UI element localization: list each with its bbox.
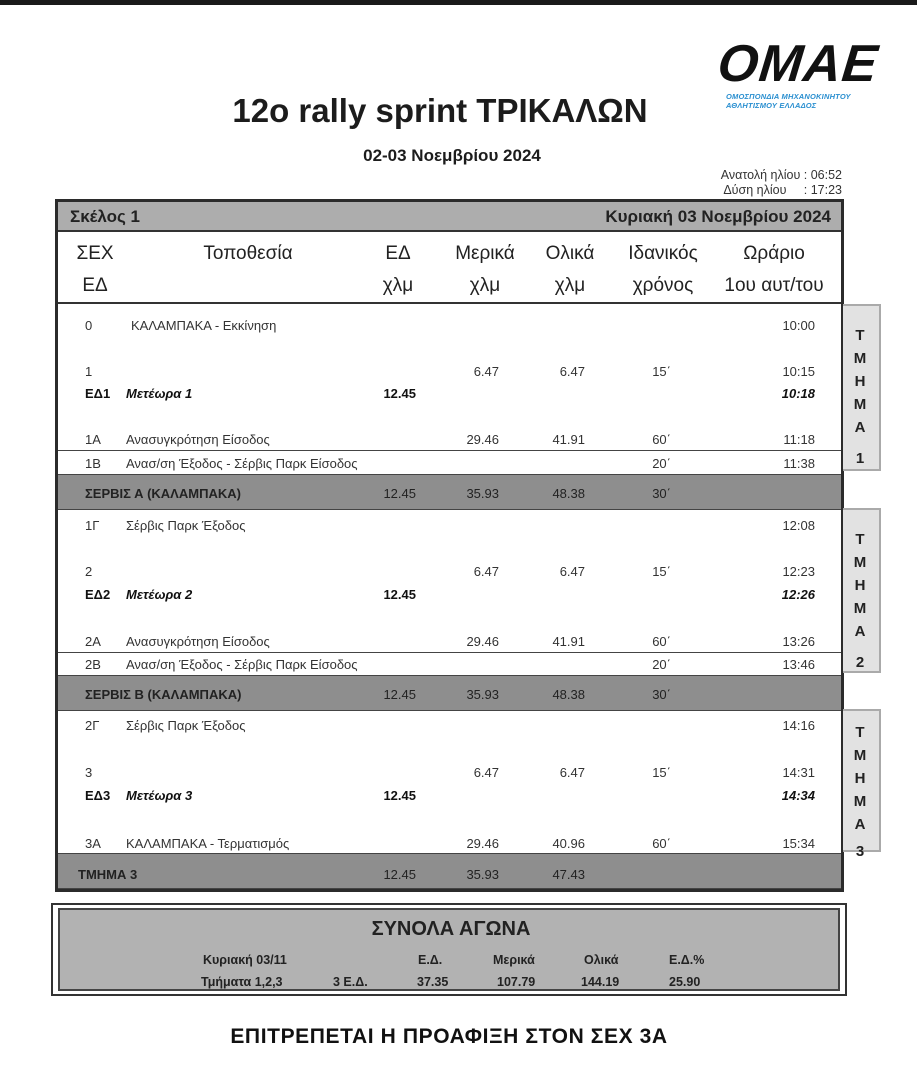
summary-ss-count: 3 Ε.Δ. [333, 975, 368, 989]
row-time: 14:34 [781, 788, 815, 803]
row-time: 10:15 [782, 364, 815, 379]
tab-char: Μ [853, 554, 867, 571]
header-tc [62, 238, 128, 302]
tab-char: Η [854, 373, 866, 390]
header-location-text: Τοποθεσία [203, 243, 293, 264]
row-ss-km: 12.45 [383, 587, 416, 602]
row-code: 3Α [85, 836, 101, 851]
service-a-row [58, 474, 841, 510]
row-total: 41.91 [552, 634, 585, 649]
row-time: 11:38 [783, 456, 815, 471]
summary-value-partial: 107.79 [497, 975, 536, 989]
service-total: 48.38 [552, 486, 585, 501]
row-ideal: 20΄ [652, 657, 671, 672]
header-ss-line2: χλμ [382, 275, 414, 296]
row-location: ΚΑΛΑΜΠΑΚΑ - Εκκίνηση [131, 318, 277, 333]
summary-header-total: Ολικά [584, 953, 619, 967]
header-tc-line1: ΣΕΧ [76, 243, 114, 264]
row-location: ΚΑΛΑΜΠΑΚΑ - Τερματισμός [126, 836, 290, 851]
tab-char: Α [854, 623, 866, 640]
summary-header-pct: Ε.Δ.% [669, 953, 705, 967]
row-total: 6.47 [559, 564, 585, 579]
row-time: 13:46 [782, 657, 815, 672]
itinerary-table [55, 199, 844, 892]
tab-number: 3 [855, 843, 865, 860]
row-partial: 6.47 [473, 564, 499, 579]
sunset: Δύση ηλίου : 17:23 [723, 183, 842, 197]
early-arrival-notice: ΕΠΙΤΡΕΠΕΤΑΙ Η ΠΡΟΑΦΙΞΗ ΣΤΟΝ ΣΕΧ 3Α [230, 1025, 668, 1048]
header-divider [58, 302, 841, 304]
header-partial-line1: Μερικά [455, 243, 515, 264]
tab-number: 2 [855, 654, 865, 671]
row-time: 14:31 [782, 765, 815, 780]
row-time: 10:00 [782, 318, 815, 333]
logo-subtitle-1: ΟΜΟΣΠΟΝΔΙΑ ΜΗΧΑΝΟΚΙΝΗΤΟΥ [726, 92, 851, 101]
service-ss: 12.45 [383, 486, 416, 501]
row-code: ΕΔ3 [85, 788, 111, 803]
tab-char: Η [854, 577, 866, 594]
event-dates: 02-03 Νοεμβρίου 2024 [363, 146, 541, 165]
row-total: 6.47 [559, 364, 585, 379]
summary-header-ss: Ε.Δ. [418, 953, 443, 967]
header-tc-line2: ΕΔ [82, 275, 108, 296]
header-partial-line2: χλμ [469, 275, 501, 296]
row-location: Ανασυγκρότηση Είσοδος [126, 634, 270, 649]
page-title: 12o rally sprint ΤΡΙΚΑΛΩΝ [232, 92, 648, 129]
summary-sections: Τμήματα 1,2,3 [201, 975, 283, 989]
tab-gap [843, 439, 877, 447]
row-partial: 29.46 [466, 634, 499, 649]
row-ideal: 60΄ [652, 836, 671, 851]
section-tab-3 [843, 709, 881, 860]
row-code: 2Γ [85, 718, 100, 733]
row-location: Ανασ/ση Έξοδος - Σέρβις Παρκ Είσοδος [126, 657, 358, 672]
tab-char: Μ [853, 350, 867, 367]
service-ideal: 30΄ [652, 687, 671, 702]
service-label: ΣΕΡΒΙΣ Α (ΚΑΛΑΜΠΑΚΑ) [85, 486, 241, 501]
row-location: Ανασυγκρότηση Είσοδος [126, 432, 270, 447]
service-b-row [58, 675, 841, 711]
row-location: Μετέωρα 1 [126, 386, 193, 401]
row-time: 11:18 [783, 432, 815, 447]
service-label: ΣΕΡΒΙΣ Β (ΚΑΛΑΜΠΑΚΑ) [85, 687, 242, 702]
row-location: Σέρβις Παρκ Έξοδος [126, 718, 246, 733]
row-time: 12:08 [782, 518, 815, 533]
row-divider [58, 652, 841, 653]
tab-number: 1 [855, 450, 865, 467]
service-partial: 35.93 [466, 867, 499, 882]
tab-char: Η [854, 770, 866, 787]
header-location [188, 238, 308, 270]
header-ideal-line1: Ιδανικός [628, 243, 698, 264]
row-code: 1 [85, 364, 93, 379]
stage-date: Κυριακή 03 Νοεμβρίου 2024 [605, 207, 831, 226]
summary-day: Κυριακή 03/11 [203, 953, 287, 967]
summary-value-ss: 37.35 [417, 975, 449, 989]
logo-text: OMAE [714, 35, 882, 93]
header-partial-km [440, 238, 530, 302]
row-code: ΕΔ2 [85, 587, 111, 602]
header-total-km [530, 238, 610, 302]
race-totals-box [51, 903, 847, 996]
row-partial: 29.46 [466, 836, 499, 851]
section-tab-2 [843, 508, 881, 673]
tab-char: Μ [853, 396, 867, 413]
service-ss: 12.45 [383, 687, 416, 702]
tab-char: Τ [855, 327, 865, 344]
header-schedule-line1: Ωράριο [743, 243, 805, 264]
header-ideal-line2: χρόνος [632, 275, 694, 296]
service-ss: 12.45 [383, 867, 416, 882]
header-ss-line1: ΕΔ [385, 243, 411, 264]
row-time: 13:26 [782, 634, 815, 649]
row-ss-km: 12.45 [383, 788, 416, 803]
section-tab-2-label [843, 528, 877, 674]
tab-gap [843, 643, 877, 651]
race-totals-inner [58, 908, 840, 991]
row-ideal: 20΄ [652, 456, 671, 471]
section-3-total-row [58, 853, 841, 889]
row-ideal: 60΄ [652, 634, 671, 649]
row-time: 12:23 [782, 564, 815, 579]
header-ss-km [368, 238, 428, 302]
sunrise: Ανατολή ηλίου : 06:52 [720, 168, 842, 182]
logo-subtitle-2: ΑΘΛΗΤΙΣΜΟΥ ΕΛΛΑΔΟΣ [726, 101, 817, 110]
row-code: 3 [85, 765, 93, 780]
tab-char: Τ [855, 724, 865, 741]
sun-times [690, 168, 842, 198]
service-ideal: 30΄ [652, 486, 671, 501]
row-location: Σέρβις Παρκ Έξοδος [126, 518, 246, 533]
row-total: 41.91 [552, 432, 585, 447]
section-tab-1-label [843, 324, 877, 470]
race-totals-title: ΣΥΝΟΛΑ ΑΓΩΝΑ [371, 918, 531, 940]
header-total-line2: χλμ [554, 275, 586, 296]
tab-char: Α [854, 419, 866, 436]
row-code: ΕΔ1 [85, 386, 111, 401]
row-code: 2Α [85, 634, 101, 649]
section-tab-3-label [843, 721, 877, 863]
summary-value-pct: 25.90 [669, 975, 701, 989]
header-schedule-line2: 1ου αυτ/του [724, 275, 824, 296]
row-location: Μετέωρα 2 [126, 587, 193, 602]
row-total: 6.47 [559, 765, 585, 780]
row-ideal: 15΄ [652, 564, 671, 579]
row-code: 1Γ [85, 518, 100, 533]
row-ideal: 15΄ [652, 364, 671, 379]
row-time: 10:18 [781, 386, 815, 401]
row-code: 2Β [85, 657, 101, 672]
row-ideal: 60΄ [652, 432, 671, 447]
tab-char: Τ [855, 531, 865, 548]
tab-char: Μ [853, 600, 867, 617]
service-label: ΤΜΗΜΑ 3 [78, 867, 138, 882]
row-code: 1Β [85, 456, 101, 471]
row-location: Ανασ/ση Έξοδος - Σέρβις Παρκ Είσοδος [126, 456, 358, 471]
row-code: 1Α [85, 432, 101, 447]
row-partial: 6.47 [473, 364, 499, 379]
section-tab-1 [843, 304, 881, 471]
row-ideal: 15΄ [652, 765, 671, 780]
header-ideal-time [615, 238, 711, 302]
stage-label: Σκέλος 1 [70, 207, 141, 226]
row-ss-km: 12.45 [383, 386, 416, 401]
row-divider [58, 450, 841, 451]
row-time: 14:16 [782, 718, 815, 733]
header-schedule [711, 238, 837, 302]
row-code: 0 [85, 318, 93, 333]
tab-char: Α [854, 816, 866, 833]
row-time: 15:34 [782, 836, 815, 851]
service-partial: 35.93 [466, 687, 499, 702]
summary-value-total: 144.19 [581, 975, 620, 989]
service-total: 47.43 [552, 867, 585, 882]
header-total-line1: Ολικά [545, 243, 595, 264]
stage-bar [58, 202, 841, 232]
service-partial: 35.93 [466, 486, 499, 501]
top-border [0, 0, 917, 5]
summary-header-partial: Μερικά [493, 953, 535, 967]
row-code: 2 [85, 564, 93, 579]
row-location: Μετέωρα 3 [126, 788, 193, 803]
row-time: 12:26 [781, 587, 815, 602]
tab-char: Μ [853, 793, 867, 810]
row-partial: 29.46 [466, 432, 499, 447]
row-total: 40.96 [552, 836, 585, 851]
tab-char: Μ [853, 747, 867, 764]
row-partial: 6.47 [473, 765, 499, 780]
service-total: 48.38 [552, 687, 585, 702]
